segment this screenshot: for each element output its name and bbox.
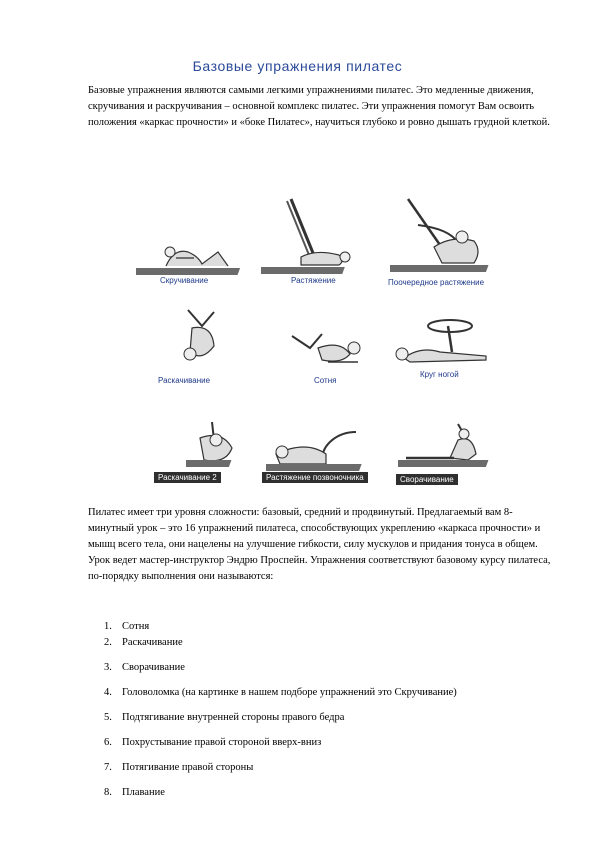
caption-rocking: Раскачивание xyxy=(158,376,211,385)
figure-spine-stretch xyxy=(266,430,376,474)
list-item: 8. Плавание xyxy=(104,787,165,798)
list-item: 7. Потягивание правой стороны xyxy=(104,762,254,773)
spine-stretch-illustration xyxy=(266,430,376,474)
figure-stretch xyxy=(261,195,376,277)
caption-stretch: Растяжение xyxy=(291,276,336,285)
list-item: 6. Похрустывание правой стороной вверх-вниз xyxy=(104,737,322,748)
list-item: 3. Сворачивание xyxy=(104,662,185,673)
list-item: 4. Головоломка (на картинке в нашем подборе упражнений это Скручивание) xyxy=(104,687,457,698)
figure-crunch xyxy=(136,238,251,278)
roll-up-illustration xyxy=(398,420,508,470)
figure-rocking-2 xyxy=(186,420,256,470)
caption-rocking-2: Раскачивание 2 xyxy=(154,472,221,483)
caption-roll-up: Сворачивание xyxy=(396,474,458,485)
stretch-illustration xyxy=(261,195,376,277)
figure-rocking xyxy=(168,306,238,368)
intro-paragraph: Базовые упражнения являются самыми легкими упражнениями пилатес. Это медленные движения, скручивания и раскручивания – основной комплекс пилатес. Эти упражнения помогут Вам освоить положения «каркас прочности» и «боке Пилатес», научиться глубоко и ровно дышать грудной клеткой. xyxy=(88,85,550,128)
caption-crunch: Скручивание xyxy=(160,276,209,285)
caption-alternate-stretch: Поочередное растяжение xyxy=(388,278,485,287)
alternate-stretch-illustration xyxy=(390,195,518,277)
caption-leg-circle: Круг ногой xyxy=(420,370,459,379)
caption-spine-stretch: Растяжение позвоночника xyxy=(262,472,368,483)
body-paragraph: Пилатес имеет три уровня сложности: базовый, средний и продвинутый. Предлагаемый вам 8-минутный урок – это 16 упражнений пилатеса, способствующих укреплению «каркаса прочности» и мышц всего тела, они нацелены на улучшение гибкости, силу мускулов и придания тонуса в общем. Урок ведет мастер-инструктор Эндрю Проспейн. Упражнения соответствуют базовому курсу пилатеса, по-порядку выполнения они называются: xyxy=(88,507,551,582)
exercise-illustrations xyxy=(128,190,518,490)
figure-hundred xyxy=(288,326,368,370)
crunch-illustration xyxy=(136,238,251,278)
rocking-2-illustration xyxy=(186,420,256,470)
list-item: 5. Подтягивание внутренней стороны правого бедра xyxy=(104,712,345,723)
figure-alternate-stretch xyxy=(390,195,518,277)
figure-leg-circle xyxy=(390,316,500,368)
list-item: 1. Сотня xyxy=(104,621,150,632)
figure-roll-up xyxy=(398,420,508,470)
caption-hundred: Сотня xyxy=(314,376,337,385)
leg-circle-illustration xyxy=(390,316,500,368)
hundred-illustration xyxy=(288,326,368,370)
page-title: Базовые упражнения пилатес xyxy=(192,58,403,74)
rocking-illustration xyxy=(168,306,238,368)
list-item: 2. Раскачивание xyxy=(104,637,183,648)
